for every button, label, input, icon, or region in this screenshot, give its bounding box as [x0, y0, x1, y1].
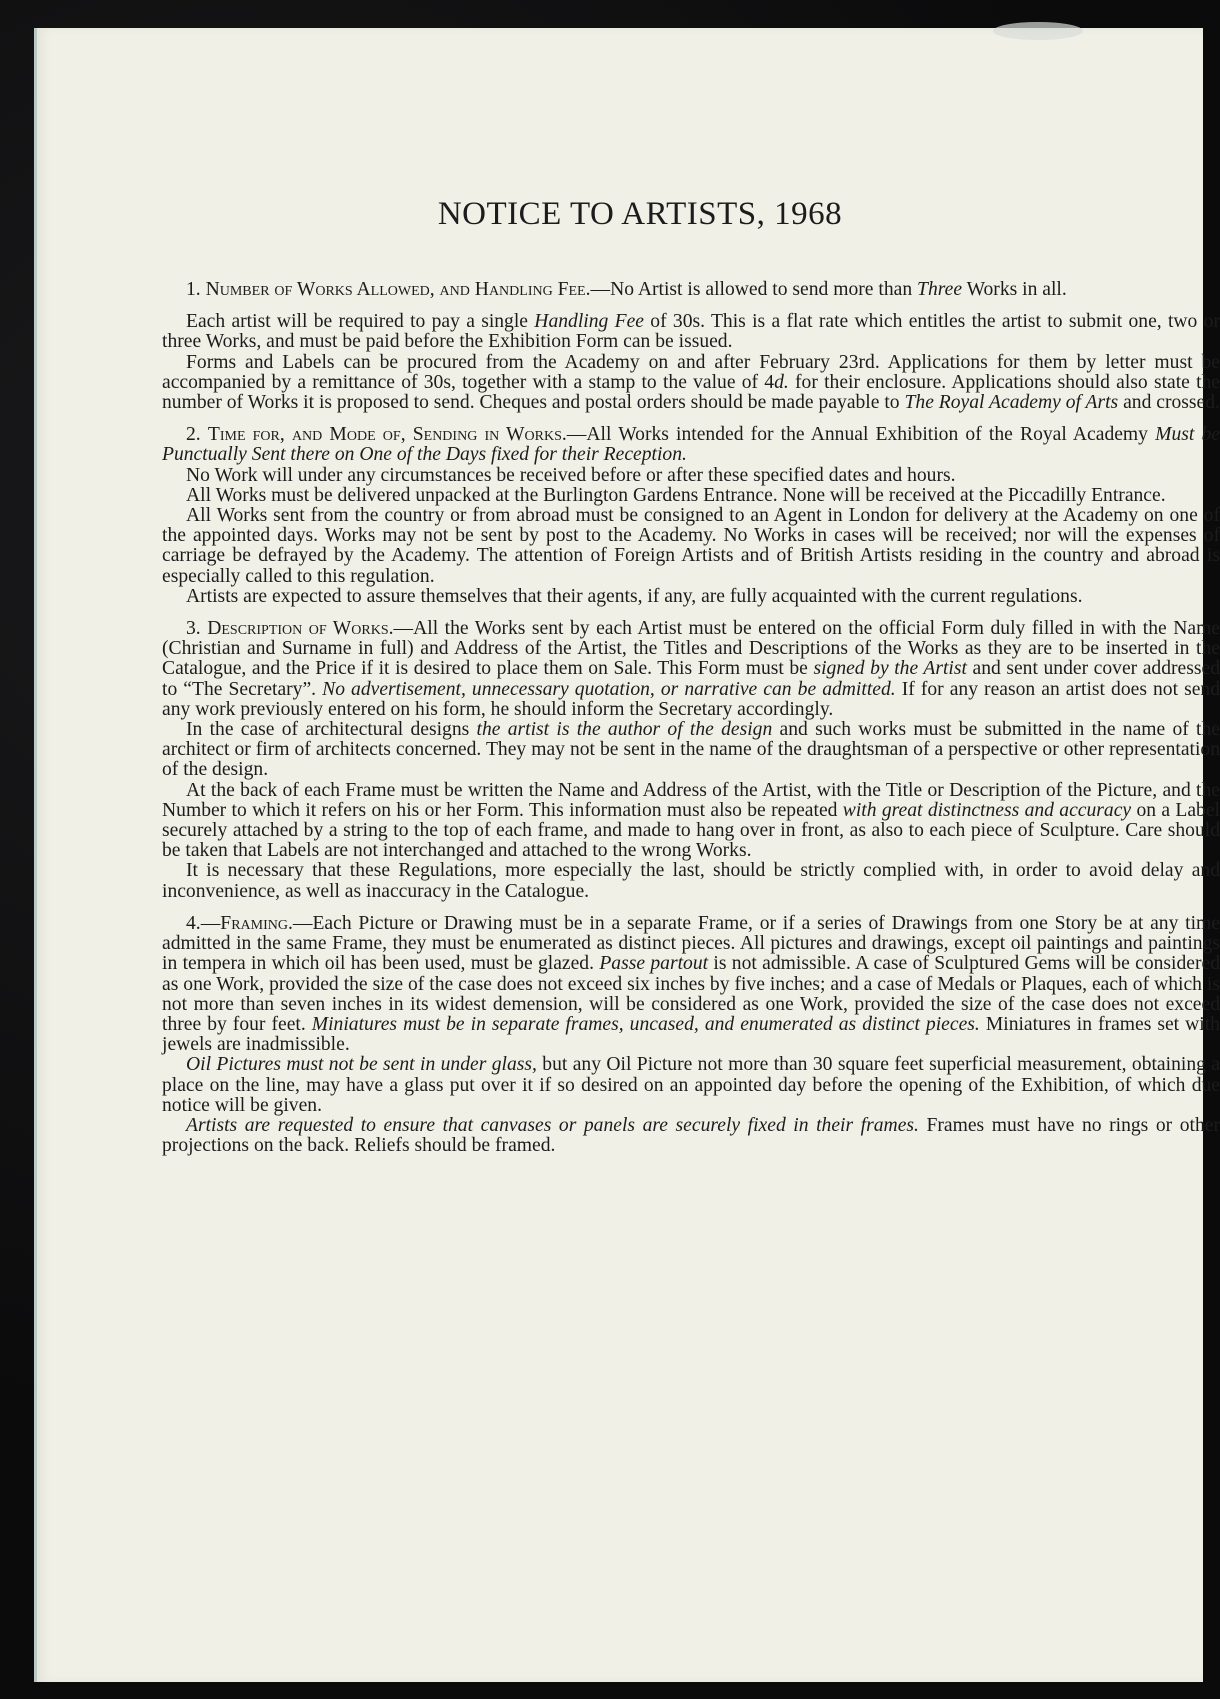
paragraph-forms-labels: Forms and Labels can be procured from the Academy on and after February 23rd. Applications for them by letter must be accompanied by a remittance of 30s, together with a stamp to the value of 4d. for their enclosure. Applications should also state the number of Works it is proposed to send. Cheques and postal orders should be made payable to The Royal Academy of Arts and crossed.	[162, 351, 1220, 414]
section-heading: Description of Works.	[207, 618, 394, 640]
notice-body	[162, 280, 1220, 1156]
section-heading: Framing.	[220, 912, 293, 934]
paragraph-frame-back: At the back of each Frame must be written the Name and Address of the Artist, with the Title or Description of the Picture, and the Number to which it refers on his or her Form. This information must also be repeated with great distinctness and accuracy on a Label securely attached by a string to the top of each frame, and made to hang over in front, as also to each piece of Sculpture. Care should be taken that Labels are not interchanged and attached to the wrong Works.	[162, 779, 1220, 862]
paragraph-necessary: It is necessary that these Regulations, more especially the last, should be strictly complied with, in order to avoid delay and inconvenience, as well as inaccuracy in the Catalogue.	[162, 860, 1220, 902]
paragraph-canvases: Artists are requested to ensure that canvases or panels are securely fixed in their frames. Frames must have no rings or other projections on the back. Reliefs should be framed.	[162, 1114, 1220, 1157]
paragraph-agents: Artists are expected to assure themselves that their agents, if any, are fully acquainted with the current regulations.	[186, 585, 1083, 607]
section-heading: Number of Works Allowed, and Handling Fee.	[205, 279, 591, 300]
section-1: 1. Number of Works Allowed, and Handling Fee.—No Artist is allowed to send more than Three Works in all.	[186, 279, 1067, 300]
section-3: 3. Description of Works.—All the Works sent by each Artist must be entered on the official Form duly filled in with the Name (Christian and Surname in full) and Address of the Artist, the Titles and Descriptions of the Works as they are to be inserted in the Catalogue, and the Price if it is desired to place them on Sale. This Form must be signed by the Artist and sent under cover addressed to “The Secretary”. No advertisement, unnecessary quotation, or narrative can be admitted. If for any reason an artist does not send any work previously entered on his form, he should inform the Secretary accordingly.	[162, 618, 1220, 720]
paragraph-unpacked: All Works must be delivered unpacked at the Burlington Gardens Entrance. None will be received at the Piccadilly Entrance.	[186, 484, 1166, 506]
paragraph-oil-pictures: Oil Pictures must not be sent in under glass, but any Oil Picture not more than 30 square feet superficial measurement, obtaining a place on the line, may have a glass put over it if so desired on an appointed day before the opening of the Exhibition, of which due notice will be given.	[162, 1054, 1220, 1116]
paragraph-no-work: No Work will under any circumstances be received before or after these specified dates and hours.	[186, 464, 956, 486]
section-2: 2. Time for, and Mode of, Sending in Works.—All Works intended for the Annual Exhibition of the Royal Academy Must be Punctually Sent there on One of the Days fixed for their Reception.	[162, 424, 1220, 466]
paragraph-country: All Works sent from the country or from abroad must be consigned to an Agent in London for delivery at the Academy on one of the appointed days. Works may not be sent by post to the Academy. No Works in cases will be received; nor will the expenses of carriage be defrayed by the Academy. The attention of Foreign Artists and of British Artists residing in the country and abroad is especially called to this regulation.	[162, 505, 1220, 587]
paragraph-handling-fee: Each artist will be required to pay a single Handling Fee of 30s. This is a flat rate which entitles the artist to submit one, two or three Works, and must be paid before the Exhibition Form can be issued.	[162, 311, 1220, 353]
page-title: NOTICE TO ARTISTS, 1968	[437, 196, 843, 232]
paragraph-architectural: In the case of architectural designs the artist is the author of the design and such works must be submitted in the name of the architect or firm of architects concerned. They may not be sent in the name of the draughtsman of a perspective or other representation of the design.	[162, 719, 1220, 781]
section-4: 4.—Framing.—Each Picture or Drawing must be in a separate Frame, or if a series of Drawings from one Story be at any time admitted in the same Frame, they must be enumerated as distinct pieces. All pictures and drawings, except oil paintings and paintings in tempera in which oil has been used, must be glazed. Passe partout is not admissible. A case of Sculptured Gems will be considered as one Work, provided the size of the case does not exceed six inches by five inches; and a case of Medals or Plaques, each of which is not more than seven inches in its widest demension, will be considered as one Work, provided the size of the case does not exceed three by four feet. Miniatures must be in separate frames, uncased, and enumerated as distinct pieces. Miniatures in frames set with jewels are inadmissible.	[162, 912, 1220, 1056]
notice-page	[34, 28, 1220, 1682]
section-heading: Time for, and Mode of, Sending in Works.	[207, 424, 567, 446]
torn-corner	[993, 22, 1083, 40]
